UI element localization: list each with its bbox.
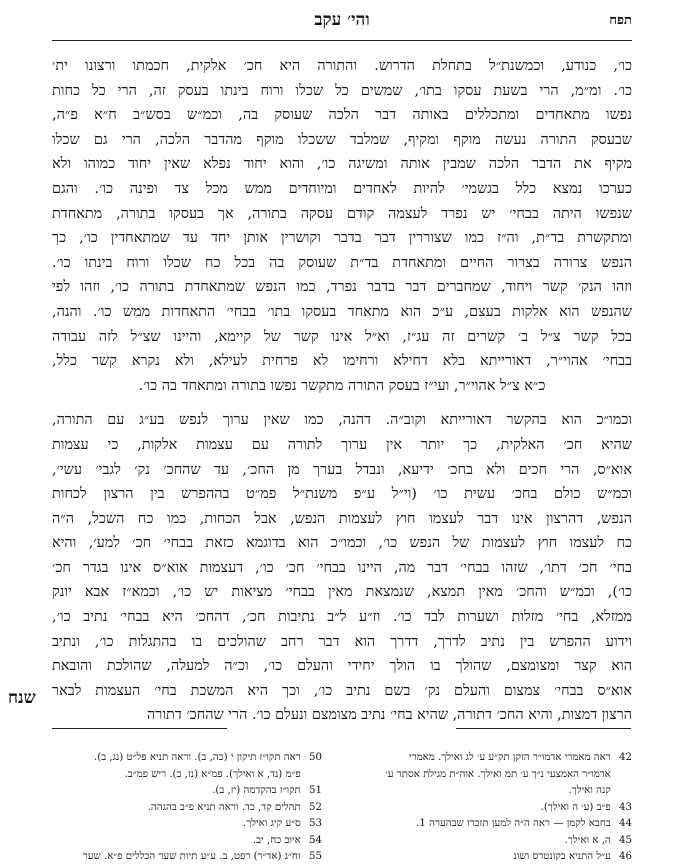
- footnote-number: 55: [309, 851, 322, 862]
- text-line: וכמ״ש כולם בחכ׳ עשית כו׳ (וי״ל ע״פ משנת״ל פמ״ט בההפרש בין הרצון לכחות: [52, 486, 632, 503]
- running-title: והי׳ עקב: [314, 10, 370, 30]
- margin-note: שנח: [8, 688, 36, 708]
- text-line: נפשו מתאחדים ומתכללים באותה דבר הלכה שעוסק בה, וכמ״ש בסש״ב ח״א פ״ה,: [52, 107, 632, 124]
- footnote-line: [52, 783, 322, 800]
- text-line: הוא קצר ומצומצם, שהולך בו הולך יחידי והעלם כו׳, וכ״ה למעלה, שהולכת והובאת: [52, 658, 632, 675]
- header-rule: [52, 40, 632, 41]
- text-line: וידוע ההפרש בין נתיב לדרך, דדרך הוא דבר רחב שהולכים בו בהתגלות כו׳, ונתיב: [52, 633, 632, 650]
- footnote-text: תהלים קד, כד. וראה תניא פ״ב בהגהה.: [147, 801, 304, 813]
- footnote-text: איוב כח, יב.: [252, 834, 304, 846]
- text-line: שנפשו היתה בבחי׳ יש נפרד לעצמה קודם עסקה בתורה, אך בעסקו בתורה, מתאחדת: [52, 205, 632, 222]
- text-line: וזהו הנק׳ קשר ויחוד, שמחברים דבר בדבר נפרד, כמו הנפש שמתאחדת בתורה כו׳, וזהו לפי: [52, 279, 632, 296]
- text-line: הרצון דמצות, והיא החכ׳ דתורה, שהיא בחי׳ נתיב מצומצם ונעלם כו׳. הרי שהחכ׳ דתורה: [147, 707, 632, 724]
- text-line: בכל קשר צ״ל ב׳ קשרים זה עג״ז, וא״ל אינו קשר של קיימא, והיינו שצ״ל לזה עבודה: [52, 328, 632, 345]
- footnote-text: פ״ב (ע׳ ה ואילך).: [540, 801, 614, 813]
- footnote-rule-left: [52, 728, 227, 729]
- footnote-text: בחבא לקמן — ראה ה״ה למען תזכרו שבהערה 1.: [416, 818, 614, 829]
- footnote-text: ראה מאמרי אדמו״ר הזקן תק״ע ע׳ לג ואילך. מאמרי: [408, 752, 614, 763]
- footnote-number: 45: [619, 834, 632, 846]
- footnote-text: קנה ואילך.: [568, 785, 614, 796]
- footnote-number: 43: [619, 801, 632, 813]
- text-line: ממזלא, בחי׳ מזלות ושערות לבד כו׳. וז״ע ל״ב נתיבות חכ׳, דהחכ׳ היא בבחי׳ נתיב כו׳,: [52, 609, 632, 626]
- main-text: [52, 54, 632, 728]
- footnote-line: [362, 849, 632, 866]
- footnote-text: ע״ל התניא בקונטרס ושונ: [513, 851, 614, 862]
- footnote-line: [52, 750, 322, 767]
- footnote-text: ס״ע קיג ואילך.: [242, 818, 304, 829]
- footnote-number: 44: [619, 818, 632, 829]
- footnote-number: 42: [619, 752, 632, 763]
- text-line: אוא״ס בבחי׳ צמצום והעלם נק׳ בשם נתיב כו׳, וכך היא המשכת בחי׳ העצמות לבאר: [52, 682, 632, 699]
- footnote-line: [52, 767, 322, 784]
- text-line: שהנפש הוא אלקות בעצם, ע״כ הוא מתאחד בעסקו בתו׳ בבחי׳ התאחדות ממש כו׳. והנה,: [52, 303, 632, 320]
- footnote-text: פ״מ (נד, א ואילך). פמ״א (נז, ב). ריש פמ״ב.: [124, 768, 304, 780]
- text-line: וכמו״כ הוא בהקשר דאורייתא וקוב״ה. דהנה, כמו שאין ערוך לנפש בע״ג עם התורה,: [52, 412, 632, 429]
- footnote-rule-right: [456, 728, 631, 729]
- footnote-line: [52, 816, 322, 833]
- footnotes-left-column: [52, 750, 322, 866]
- footnote-number: 53: [309, 818, 322, 829]
- footnote-line: [52, 800, 322, 817]
- footnote-number: 51: [309, 785, 322, 796]
- text-line: אוא״ס, הרי חכים ולא בחכ׳ ידיעא, ונבדל בערך מן החכ׳, עד שהחכ׳ נק׳ לגבי׳ עשי׳,: [52, 461, 632, 478]
- paragraph-1: [52, 54, 632, 398]
- footnote-line: [362, 816, 632, 833]
- text-line: הנפש צרורה בצרור החיים ומתאחדת בד״ת שעוסק בה בכל כח שכלו ורוח בינתו כו׳.: [52, 254, 632, 271]
- footnote-line: [362, 783, 632, 800]
- footnote-text: זח״ג (אד״ר) רפט, ב. ע״ע תיות שער הכללים פ״א. שער: [82, 851, 304, 862]
- text-line: כו׳), וכמ״ש והחכ׳ מאין תמצא, שנמצאת מאין בבחי׳ מציאות יש כו׳, וכמא״ז אבא יונק: [52, 584, 632, 601]
- footnote-line: [362, 800, 632, 817]
- footnote-number: 50: [309, 752, 322, 763]
- footnote-line: [362, 750, 632, 767]
- footnote-line: [362, 767, 632, 784]
- footnote-line: [52, 849, 322, 866]
- text-line: כ״א צ״ל אהוי״ר, ועי״ז בעסק התורה מתקשר נפשו בתורה ומתאחד בה כו׳.: [138, 377, 546, 394]
- footnote-text: ה, א ואילך.: [564, 834, 614, 846]
- page-number: תפח: [609, 13, 632, 28]
- footnote-number: 46: [619, 851, 632, 862]
- footnote-text: אדמו״ר האמצעי נ״ך ע׳ תמ ואילך. אוה״ת מגילת אסתר ע׳: [385, 768, 614, 780]
- footnote-line: [362, 833, 632, 850]
- text-line: ומתקשרת בד״ת, וה״ז כמו שצוררין דבר בדבר וקושרין אותן יחד עד שמתאחדין כו׳, כך: [52, 230, 632, 247]
- footnote-number: 52: [309, 801, 322, 813]
- text-line: כו׳. ומ״מ, הרי בשעת עסקו בתו׳, שמשים כל שכלו ורוח בינתו בעסק זה, הרי כל כחות: [52, 82, 632, 99]
- text-line: בחי׳ חכ׳ דתו׳, שזהו בבחי׳ דבר מה, היינו בבחי׳ חכ׳ כו׳, דעצמות אוא״ס אינו בגדר חכ׳: [52, 559, 632, 576]
- paragraph-2: [52, 408, 632, 728]
- text-line: שבעסק התורה נעשה מוקף ומקיף, שמלבד ששכלו מוקף מהדבר הלכה, הרי גם שכלו: [52, 131, 632, 148]
- footnote-number: 54: [309, 834, 322, 846]
- text-line: כח לעצמו חוץ לעצמות של הנפש כו׳, וכמו״כ הוא בדוגמא כזאת בבחי׳ חכ׳ למע׳, והיא: [52, 535, 632, 552]
- footnotes-right-column: [362, 750, 632, 866]
- page-header: [52, 10, 632, 36]
- text-line: שהיא חכ׳ האלקית, כך יותר אין ערוך לתורה עם עצמות אלקות, כי עצמות: [52, 436, 632, 453]
- text-line: בבחי׳ אהוי״ר, דאורייתא בלא דחילא ורחימו לא פרחית לעילא, ולא נקרא קשר כלל,: [52, 353, 632, 370]
- text-line: כו׳, כנודע, וכמשנת״ל בתחלת הדרוש. והתורה היא חכ׳ אלקית, חכמתו ורצונו ית׳: [52, 58, 632, 74]
- text-line: הנפש, דהרצון אינו דבר לעצמו חוץ לעצמות הנפש, אבל הכחות, כמו כח השכל, ה״ה: [52, 510, 632, 527]
- text-line: כערכו נמצא כלל בגשמי׳ להיות לאחדים ומיוחדים ממש מכל צד ופינה כו׳. והגם: [52, 180, 632, 197]
- footnote-line: [52, 833, 322, 850]
- footnote-text: ראה תקו״ז תיקון י (כה, ב). וראה תניא פל״ט (נג, ב).: [94, 752, 304, 763]
- footnote-text: תקו״ז בהקדמה (יז, ב).: [212, 785, 304, 796]
- text-line: מקיף את הדבר הלכה שמבין אותה ומשיגה כו׳, והוא יחוד נפלא שאין יחוד כמוהו ולא: [52, 156, 632, 173]
